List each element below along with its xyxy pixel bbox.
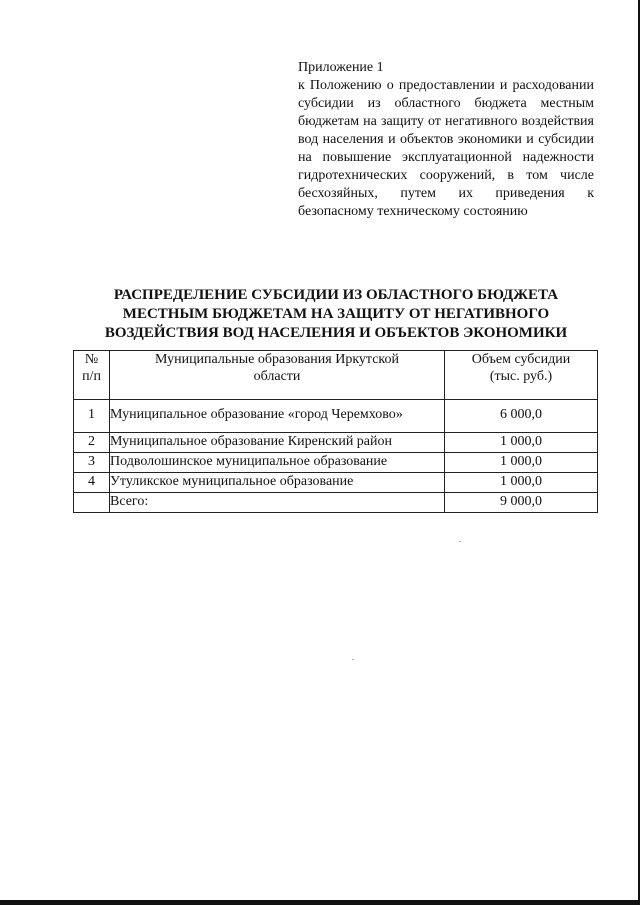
row-amount: 1 000,0 [445, 433, 598, 453]
row-amount: 1 000,0 [445, 453, 598, 473]
total-label: Всего: [110, 493, 445, 513]
table-header-row [74, 351, 598, 400]
table-row [74, 453, 598, 473]
document-title [72, 286, 600, 343]
appendix-body: к Положению о предоставлении и расходовании субсидии из областного бюджета местным бюджетам на защиту от негативного воздействия вод населения и объектов экономики и субсидии на повышение эксплуатационной надежности гидротехнических сооружений, в том числе бесхозяйных, путем их приведения к безопасному техническому состоянию [298, 78, 594, 219]
row-amount: 6 000,0 [445, 400, 598, 433]
table-row [74, 473, 598, 493]
subsidy-table [73, 350, 598, 513]
header-number-line-2: п/п [82, 369, 101, 384]
header-municipality [110, 351, 445, 400]
title-line-2: МЕСТНЫМ БЮДЖЕТАМ НА ЗАЩИТУ ОТ НЕГАТИВНОГО [122, 306, 550, 322]
scan-speck [459, 541, 461, 542]
row-municipality: Утуликское муниципальное образование [110, 473, 445, 493]
row-number: 2 [74, 433, 110, 453]
header-municipality-line-2: области [253, 369, 301, 384]
header-number [74, 351, 110, 400]
title-line-3: ВОЗДЕЙСТВИЯ ВОД НАСЕЛЕНИЯ И ОБЪЕКТОВ ЭКОНОМИКИ [104, 325, 568, 341]
scan-speck [352, 659, 354, 660]
row-number: 4 [74, 473, 110, 493]
header-number-line-1: № [84, 352, 99, 367]
header-amount [445, 351, 598, 400]
row-number: 1 [74, 400, 110, 433]
appendix-note [298, 59, 594, 221]
table-row [74, 433, 598, 453]
appendix-title: Приложение 1 [298, 60, 384, 75]
header-municipality-line-1: Муниципальные образования Иркутской [154, 352, 400, 367]
row-number: 3 [74, 453, 110, 473]
row-municipality: Подволошинское муниципальное образование [110, 453, 445, 473]
row-municipality: Муниципальное образование «город Черемхово» [110, 400, 445, 433]
header-amount-line-1: Объем субсидии [471, 352, 571, 367]
title-line-1: РАСПРЕДЕЛЕНИЕ СУБСИДИИ ИЗ ОБЛАСТНОГО БЮДЖЕТА [113, 287, 559, 303]
table-row [74, 400, 598, 433]
total-amount: 9 000,0 [445, 493, 598, 513]
scan-edge-bottom [0, 900, 640, 905]
total-number-empty [74, 493, 110, 513]
table-total-row [74, 493, 598, 513]
header-amount-line-2: (тыс. руб.) [489, 369, 553, 384]
row-municipality: Муниципальное образование Киренский район [110, 433, 445, 453]
row-amount: 1 000,0 [445, 473, 598, 493]
